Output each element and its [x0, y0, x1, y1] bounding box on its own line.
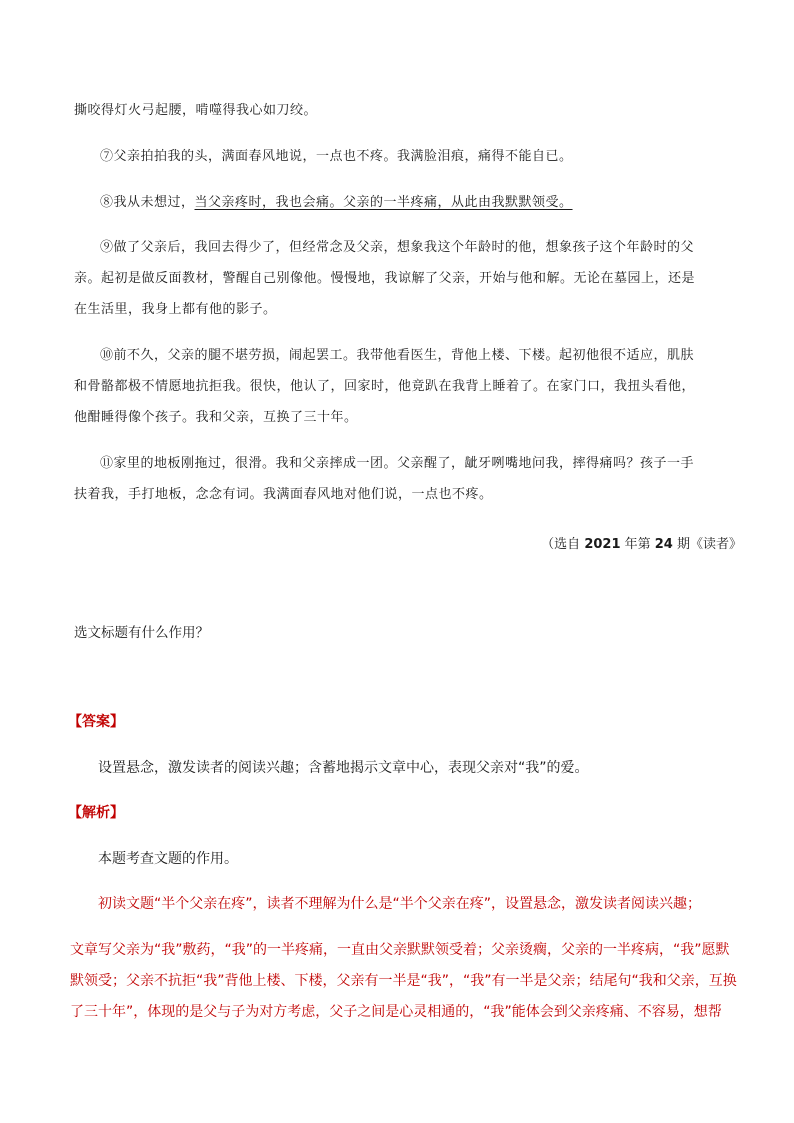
question-text: 选文标题有什么作用？	[74, 625, 209, 641]
analysis-line-4: 默领受；父亲不抗拒“我”背他上楼、下楼，父亲有一半是“我”，“我”有一半是父亲；结尾句“我和父亲，互换	[70, 973, 737, 989]
paragraph-9-line-3: 在生活里，我身上都有他的影子。	[74, 302, 277, 317]
analysis-line-5: 了三十年”，体现的是父与子为对方考虑，父子之间是心灵相通的，“我”能体会到父亲疼痛、不容易，想帮	[70, 1004, 722, 1020]
analysis-tag: 【解析】	[68, 805, 124, 821]
paragraph-11-line-2: 扶着我，手打地板，念念有词。我满面春风地对他们说，一点也不疼。	[74, 487, 493, 502]
analysis-line-3: 文章写父亲为“我”敷药，“我”的一半疼痛，一直由父亲默默领受着；父亲烫瘸，父亲的一半疼病，“我”愿默	[70, 942, 730, 958]
paragraph-8-prefix: ⑧我从未想过，	[100, 195, 195, 210]
analysis-line-2: 初读文题“半个父亲在疼”，读者不理解为什么是“半个父亲在疼”，设置悬念，激发读者阅读兴趣；	[98, 896, 702, 912]
paragraph-8	[100, 194, 720, 212]
source-mid: 年第	[620, 537, 655, 552]
paragraph-7: ⑦父亲拍拍我的头，满面春风地说，一点也不疼。我满脸泪痕，痛得不能自已。	[100, 149, 573, 164]
paragraph-10-line-3: 他酣睡得像个孩子。我和父亲，互换了三十年。	[74, 410, 358, 425]
source-year: 2021	[584, 537, 621, 552]
source-issue: 24	[654, 537, 673, 552]
answer-tag: 【答案】	[68, 714, 124, 730]
paragraph-8-underlined: 当父亲疼时，我也会痛。父亲的一半疼痛，从此由我默默领受。	[194, 195, 573, 210]
answer-text: 设置悬念，激发读者的阅读兴趣；含蓄地揭示文章中心，表现父亲对“我”的爱。	[98, 760, 589, 776]
analysis-line-1: 本题考查文题的作用。	[98, 851, 238, 867]
source-citation	[541, 533, 742, 552]
paragraph-10-line-2: 和骨骼都极不情愿地抗拒我。很快，他认了，回家时，他竟趴在我背上睡着了。在家门口，我扭头看他，	[74, 379, 696, 394]
source-prefix: （选自	[541, 537, 585, 552]
paragraph-9-line-1: ⑨做了父亲后，我回去得少了，但经常念及父亲，想象我这个年龄时的他，想象孩子这个年龄时的父	[100, 240, 695, 255]
paragraph-10-line-1: ⑩前不久，父亲的腿不堪劳损，闹起罢工。我带他看医生，背他上楼、下楼。起初他很不适应，肌肤	[100, 348, 695, 363]
paragraph-9-line-2: 亲。起初是做反面教材，警醒自己别像他。慢慢地，我谅解了父亲，开始与他和解。无论在墓园上，还是	[74, 271, 696, 286]
paragraph-11-line-1: ⑪家里的地板刚拖过，很滑。我和父亲摔成一团。父亲醒了，龇牙咧嘴地问我，摔得痛吗？孩子一手	[100, 456, 695, 471]
passage-line: 撕咬得灯火弓起腰，啃噬得我心如刀绞。	[74, 103, 318, 118]
source-suffix: 期《读者》	[672, 537, 742, 552]
